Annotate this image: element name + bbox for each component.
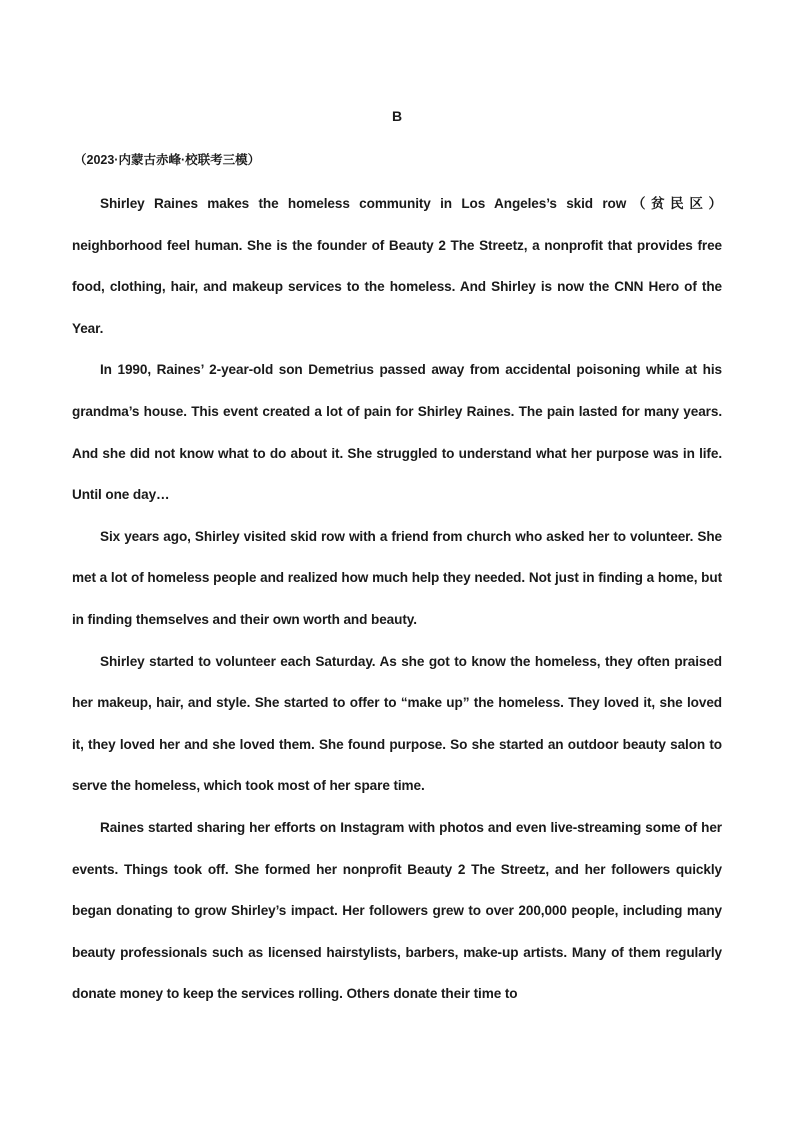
paragraph-2: In 1990, Raines’ 2-year-old son Demetrius passed away from accidental poisoning while at his grandma’s house. This event created a lot of pain for Shirley Raines. The pain lasted for many years. And she did not know what to do about it. She struggled to understand what her purpose was in life. Until one day… — [72, 362, 722, 503]
paragraph-3: Six years ago, Shirley visited skid row with a friend from church who asked her to volunteer. She met a lot of homeless people and realized how much help they needed. Not just in finding a home, but in finding themselves and their own worth and beauty. — [72, 528, 722, 627]
source-note: （2023·内蒙古赤峰·校联考三模） — [74, 153, 261, 167]
paragraph-1: Shirley Raines makes the homeless community in Los Angeles’s skid row（贫民区）neighborhood feel human. She is the founder of Beauty 2 The Streetz, a nonprofit that provides free food, clothing, hair, and makeup services to the homeless. And Shirley is now the CNN Hero of the Year. — [72, 196, 722, 336]
paragraph-5: Raines started sharing her efforts on Instagram with photos and even live-streaming some of her events. Things took off. She formed her nonprofit Beauty 2 The Streetz, and her followers quickly began donating to grow Shirley’s impact. Her followers grew to over 200,000 people, including many beauty professionals such as licensed hairstylists, barbers, make-up artists. Many of them regularly donate money to keep the services rolling. Others donate their time to — [72, 819, 722, 1002]
paragraph-4: Shirley started to volunteer each Saturday. As she got to know the homeless, they often praised her makeup, hair, and style. She started to offer to “make up” the homeless. They loved it, she loved it, they loved her and she loved them. She found purpose. So she started an outdoor beauty salon to serve the homeless, which took most of her spare time. — [72, 653, 722, 794]
section-heading: B — [391, 108, 403, 124]
passage-body — [72, 183, 722, 1015]
